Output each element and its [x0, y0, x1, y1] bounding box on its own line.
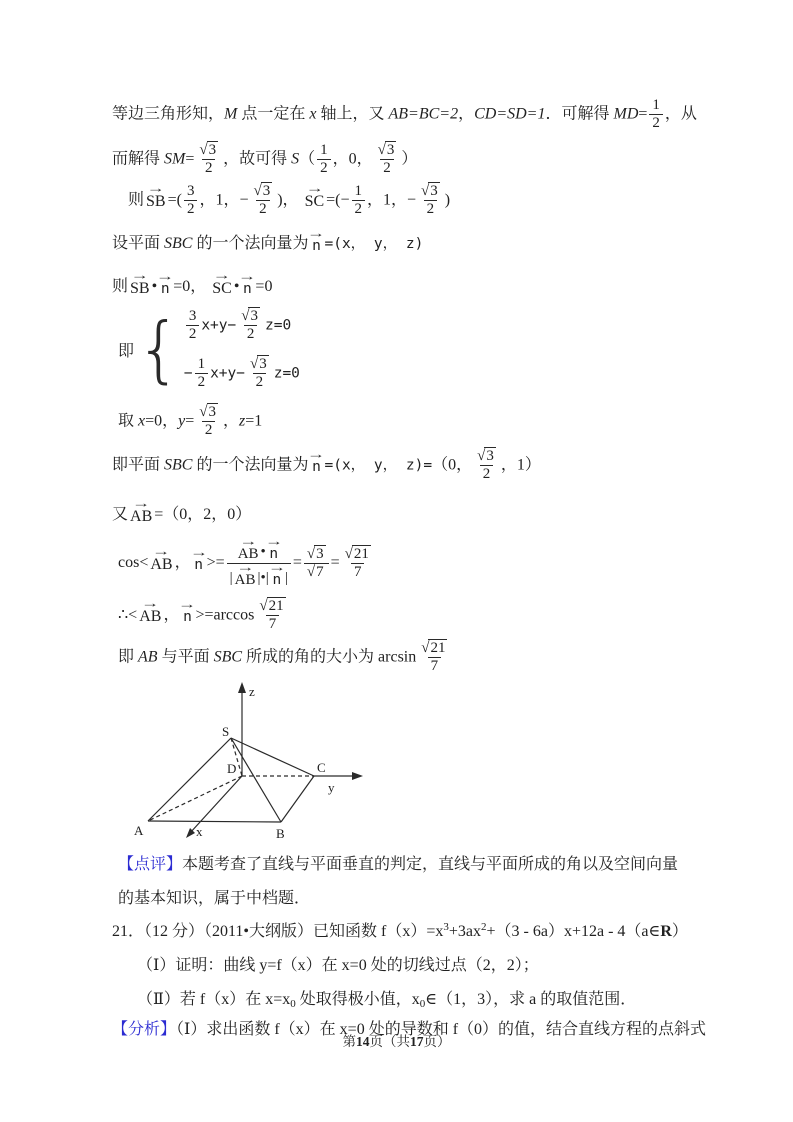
real-set-symbol: R: [660, 923, 672, 940]
text-run: =1: [245, 412, 263, 430]
text-run: 等边三角形知，: [112, 105, 225, 123]
math-var: z: [239, 412, 246, 430]
sqrt-radical-icon: √: [421, 183, 429, 199]
solution-line-7: [118, 404, 262, 440]
text-run: 点一定在: [237, 105, 310, 123]
math-var: CD=SD=1: [474, 105, 546, 123]
page-footer: [0, 1030, 793, 1050]
solution-line-12: [118, 640, 452, 676]
text-run: 即: [118, 648, 139, 666]
vector-arrow-icon: →: [305, 181, 324, 196]
sqrt: √ 3: [477, 448, 494, 464]
text-run: =: [638, 105, 648, 123]
text-run: +3ax: [448, 923, 481, 940]
system-brace-icon: {: [136, 306, 182, 391]
text-run: ，故可得: [223, 150, 292, 168]
math-var: AB: [138, 648, 158, 666]
solution-line-5: [112, 268, 273, 298]
text-run: ，1，−: [199, 191, 249, 209]
text-run: 取: [118, 412, 139, 430]
fraction: $\frac{√ 21}{7}$: [421, 640, 446, 675]
sqrt: √ 3: [249, 355, 267, 372]
vertex-label-C: C: [317, 760, 326, 775]
text-run: )，: [277, 191, 303, 209]
vector-arrow-icon: →: [213, 268, 232, 282]
vector: → n: [178, 597, 197, 626]
vector: → SB: [130, 272, 150, 298]
cosine-formula: [118, 534, 376, 589]
vector-arrow-icon: →: [146, 181, 165, 196]
text-run: =(: [167, 191, 182, 209]
edge-BC: [281, 776, 314, 822]
text-run: =: [185, 412, 195, 430]
vector-arrow-icon: →: [307, 447, 326, 462]
text-run: =0，: [145, 412, 179, 430]
vector-arrow-icon: →: [141, 596, 160, 611]
vector: → SB: [146, 185, 166, 211]
sqrt-radical-icon: √: [241, 308, 249, 324]
text-run: >=: [206, 553, 225, 571]
subscript: 0: [419, 998, 426, 1010]
vector: → SC: [212, 272, 232, 298]
vector-arrow-icon: →: [267, 559, 286, 574]
sqrt-radical-icon: √: [253, 183, 261, 199]
text-run: ，1，−: [367, 191, 417, 209]
text-run: 轴上，又: [316, 105, 389, 123]
text-run: x+y−: [210, 364, 245, 381]
text-run: 页（共: [369, 1034, 410, 1049]
vertex-label-B: B: [276, 826, 285, 841]
system-row-1: [184, 308, 300, 344]
system-row-2: [184, 356, 300, 392]
math-var: AB=BC=2: [388, 105, 459, 123]
text-run: =: [330, 553, 340, 571]
equation-system: [118, 308, 300, 391]
sqrt: √ 3: [241, 308, 258, 324]
analysis-label: 【分析】: [112, 1021, 177, 1038]
fraction: $\frac{√ 3}{2}$: [377, 142, 395, 177]
superscript: 3: [443, 921, 449, 933]
vector: → n: [307, 447, 326, 476]
math-var: y: [178, 412, 186, 430]
text-run: 又: [112, 506, 129, 523]
superscript: 2: [481, 921, 487, 933]
big-fraction: [227, 534, 291, 589]
vector-arrow-icon: →: [307, 226, 326, 240]
text-run: 而解得: [112, 150, 165, 168]
sqrt-radical-icon: √: [421, 640, 429, 656]
comment-text: 本题考查了直线与平面垂直的判定，直线与平面所成的角以及空间向量的基本知识，属于中档题．: [118, 856, 679, 907]
text-run: ，0，: [332, 150, 373, 168]
text-run: 处取得极小值，x: [295, 991, 420, 1008]
fraction-denominator: 2: [649, 114, 663, 132]
solution-line-3: [128, 183, 450, 219]
fraction: $\frac{√ 3}{2}$: [249, 355, 267, 390]
abs-bar: |: [257, 569, 261, 586]
fraction: $\frac{√ 3}{2}$: [199, 142, 217, 177]
math-var: S: [291, 150, 300, 168]
vector: → AB: [235, 564, 256, 589]
text-run: z=0: [264, 317, 292, 334]
text-run: =(x， y， z)=: [324, 457, 433, 474]
text-run: >=arccos: [195, 606, 255, 624]
text-run: ，: [223, 412, 240, 430]
vector: → SC: [305, 185, 325, 211]
fraction: $\frac{√ 21}{7}$: [344, 545, 369, 580]
text-run: ，1）: [500, 456, 541, 474]
vector: → n: [238, 269, 257, 297]
abs-bar: |: [265, 569, 269, 586]
text-run: ，: [458, 105, 475, 123]
vertex-label-S: S: [222, 724, 230, 739]
text-run: =(−: [326, 191, 350, 209]
analysis-text: （Ⅰ）求出函数 f（x）在 x=0 处的导数和 f（0）的值，结合直线方程的点斜式: [176, 1021, 707, 1038]
vector-arrow-icon: →: [130, 268, 149, 282]
vector-arrow-icon: →: [238, 269, 257, 283]
text-run: ，: [163, 606, 180, 624]
sqrt: √ 3: [253, 183, 271, 199]
math-var: SBC: [213, 648, 243, 666]
math-var: SM: [164, 150, 186, 168]
page-number: 14: [356, 1034, 370, 1049]
dot-operator: •: [260, 569, 266, 586]
text-run: ∴<: [118, 606, 138, 624]
sqrt-radical-icon: √: [259, 598, 267, 614]
text-run: 即平面: [112, 456, 165, 474]
text-run: 则: [112, 278, 129, 295]
solution-line-4: [112, 226, 424, 254]
pyramid-diagram: [128, 678, 373, 858]
text-run: =(x， y， z): [324, 236, 424, 252]
sqrt-radical-icon: √: [344, 545, 352, 562]
vector-arrow-icon: →: [156, 269, 175, 283]
text-run: +（3 - 6a）x+12a - 4（a∈: [486, 923, 661, 940]
text-run: 第: [342, 1034, 356, 1049]
vector-arrow-icon: →: [178, 597, 197, 612]
math-var: MD: [613, 105, 639, 123]
vector-arrow-icon: →: [236, 559, 255, 574]
total-pages: 17: [410, 1034, 424, 1049]
vertex-label-D: D: [227, 761, 237, 776]
text-run: 21．（12 分）（2011•大纲版）已知函数 f（x）=x: [112, 923, 444, 940]
sqrt: √ 21: [344, 545, 369, 562]
sqrt-radical-icon: √: [199, 142, 207, 158]
sqrt-radical-icon: √: [249, 355, 258, 372]
text-run: 即: [118, 343, 135, 360]
axis-label-z: z: [249, 684, 255, 699]
sqrt-radical-icon: √: [306, 563, 315, 580]
fraction: [649, 97, 663, 133]
axis-label-x: x: [196, 824, 203, 839]
fraction: [304, 546, 329, 582]
axis-label-y: y: [328, 780, 335, 795]
vector: → n: [264, 534, 283, 562]
text-run: （: [299, 150, 316, 168]
math-var: x: [309, 105, 317, 123]
text-run: ）: [401, 150, 418, 168]
fraction: $\frac{1}{2}$: [195, 356, 209, 392]
fraction: $\frac{√ 3}{2}$: [253, 183, 271, 218]
fraction: $\frac{√ 3}{2}$: [199, 404, 217, 439]
solution-line-11: [118, 598, 291, 634]
sqrt: √ 3: [377, 142, 395, 158]
text-run: =0，: [173, 278, 211, 295]
solution-line-9: [112, 496, 252, 526]
math-var: x: [138, 412, 146, 430]
vector: → AB: [150, 548, 172, 574]
text-run: =: [185, 150, 195, 168]
solution-line-8: [112, 448, 541, 484]
edge-SA: [148, 738, 231, 821]
solution-line-2: [112, 142, 417, 178]
dot-operator: •: [233, 278, 240, 295]
text-run: 的一个法向量为: [192, 456, 309, 474]
text-run: 所成的角的大小为 arcsin: [242, 648, 417, 666]
text-run: 设平面: [112, 235, 165, 252]
text-run: =0: [255, 278, 273, 295]
fraction: $\frac{√ 3}{2}$: [477, 448, 494, 483]
fraction: $\frac{3}{2}$: [184, 183, 198, 219]
text-run: ）: [671, 923, 688, 940]
vector-arrow-icon: →: [264, 534, 283, 548]
problem-21-part-1: [137, 952, 539, 975]
text-run: ∈（1，3），求 a 的取值范围．: [425, 991, 637, 1008]
solution-line-1: [112, 97, 697, 133]
text-run: 页）: [423, 1034, 451, 1049]
problem-21-stem: [112, 918, 688, 941]
comment-label: 【点评】: [118, 856, 183, 873]
sqrt-radical-icon: √: [377, 142, 385, 158]
edge-SC: [231, 738, 314, 776]
vector-arrow-icon: →: [132, 496, 151, 510]
text-run: −: [183, 364, 193, 381]
sqrt-radical-icon: √: [199, 404, 207, 420]
fraction: $\frac{√ 3}{2}$: [421, 183, 438, 218]
vector-arrow-icon: →: [189, 544, 208, 559]
text-run: ): [444, 191, 451, 209]
sqrt: √ 3: [199, 142, 217, 158]
text-run: （Ⅱ）若 f（x）在 x=x: [137, 991, 291, 1008]
subscript: 0: [290, 998, 296, 1010]
text-run: ，从: [664, 105, 697, 123]
text-run: ．可解得: [545, 105, 614, 123]
vertex-label-A: A: [134, 823, 144, 838]
text-run: x+y−: [201, 317, 237, 334]
fraction-numerator: 1: [652, 97, 660, 113]
sqrt-radical-icon: √: [477, 448, 485, 464]
edge-AB: [148, 821, 281, 822]
sqrt: √ 3: [199, 404, 217, 420]
vector: → n: [307, 226, 326, 254]
abs-bar: |: [284, 569, 288, 586]
math-var: SBC: [164, 235, 193, 252]
y-axis-arrowhead-icon: [352, 772, 363, 780]
vector: → n: [189, 544, 208, 573]
abs-bar: |: [229, 569, 233, 586]
dot-operator: •: [151, 278, 158, 295]
sqrt: √ 21: [421, 640, 446, 656]
vector: → n: [156, 269, 175, 297]
z-axis-arrowhead-icon: [238, 682, 246, 693]
text-run: 的一个法向量为: [192, 235, 309, 252]
vector: → n: [267, 559, 286, 588]
fraction: $\frac{3}{2}$: [186, 308, 200, 344]
text-run: 则: [128, 191, 145, 209]
text-run: =（0，2，0）: [154, 506, 252, 523]
fraction: $\frac{1}{2}$: [352, 183, 366, 219]
sqrt-radical-icon: √: [306, 545, 315, 562]
sqrt: √ 7: [306, 563, 324, 580]
vector: → AB: [139, 600, 161, 626]
problem-21-part-2: [137, 986, 636, 1010]
math-var: M: [224, 105, 238, 123]
fraction: $\frac{√ 3}{2}$: [241, 308, 258, 343]
text-run: z=0: [273, 364, 300, 381]
text-run: ，: [174, 553, 191, 571]
sqrt: √ 3: [421, 183, 438, 199]
fraction: $\frac{1}{2}$: [317, 142, 331, 178]
text-run: 与平面: [157, 648, 214, 666]
vector: → AB: [238, 538, 259, 563]
comment-paragraph: [118, 848, 690, 916]
dot-operator: •: [260, 544, 266, 560]
edge-DA-dashed: [148, 776, 242, 821]
text-run: =: [292, 553, 302, 571]
text-run: （Ⅰ）证明：曲线 y=f（x）在 x=0 处的切线过点（2，2）；: [137, 957, 539, 974]
math-var: SBC: [164, 456, 193, 474]
fraction: $\frac{√ 21}{7}$: [259, 598, 284, 633]
vector: → AB: [130, 500, 152, 526]
vector-arrow-icon: →: [152, 543, 171, 558]
sqrt: √ 3: [306, 545, 324, 562]
text-run: （0，: [432, 456, 473, 474]
vector-arrow-icon: →: [239, 534, 258, 548]
text-run: cos<: [118, 553, 149, 571]
sqrt: √ 21: [259, 598, 284, 614]
